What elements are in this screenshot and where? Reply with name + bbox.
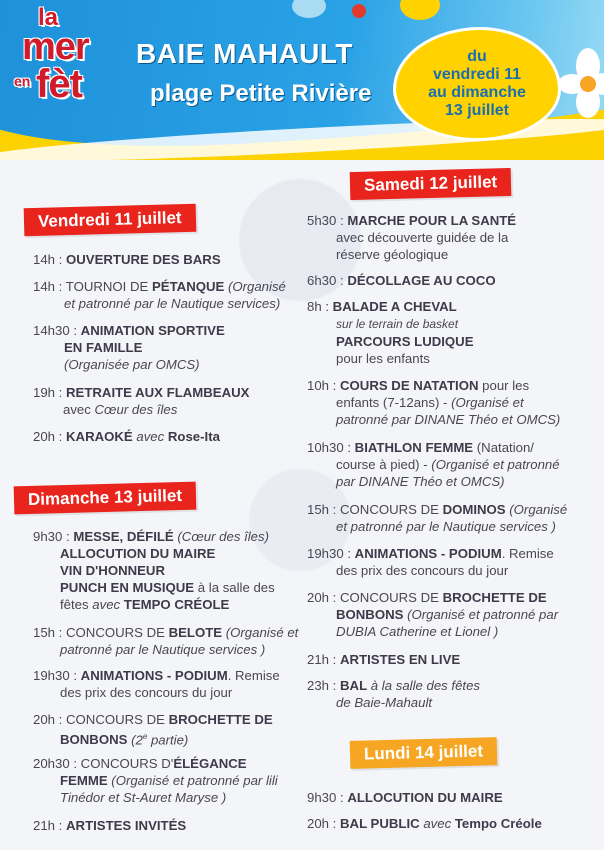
event-text: à la salle des xyxy=(197,580,275,595)
event-title: Rose-Ita xyxy=(167,429,220,444)
event-time: 5h30 xyxy=(307,213,337,228)
event-title: MESSE, DÉFILÉ xyxy=(73,529,174,544)
event-item: 10h30 : BIATHLON FEMME (Natation/ course à pied) - (Organisé et patronné par DINANE Théo et OMCS) xyxy=(307,440,560,489)
logo-mer: mer xyxy=(22,26,89,68)
day-banner-dimanche: Dimanche 13 juillet xyxy=(14,482,197,515)
event-text: CONCOURS DE xyxy=(340,590,443,605)
event-time: 14h xyxy=(33,279,56,294)
event-note: à la salle des fêtes xyxy=(370,678,481,693)
day-banner-samedi: Samedi 12 juillet xyxy=(350,168,512,200)
day-banner-vendredi: Vendredi 11 juillet xyxy=(24,204,196,236)
event-title: Tempo Créole xyxy=(454,816,542,831)
event-note: (Organisé et patronné par xyxy=(407,607,559,622)
event-item: 14h30 : ANIMATION SPORTIVE EN FAMILLE (Organisée par OMCS) xyxy=(33,323,225,372)
event-text: avec découverte guidée de la xyxy=(336,230,509,245)
event-note: et patronné par le Nautique services ) xyxy=(336,519,556,534)
flower-icon xyxy=(558,48,604,118)
event-note: (2 xyxy=(131,732,143,748)
date-line: du xyxy=(467,48,487,65)
event-note: et patronné par le Nautique services) xyxy=(64,296,281,311)
event-note: (Organisé xyxy=(509,502,568,517)
event-time: 19h30 xyxy=(307,546,344,561)
event-text: course à pied) - xyxy=(336,457,428,472)
event-note: (Organisé et xyxy=(451,395,524,410)
event-title: PÉTANQUE xyxy=(152,279,225,294)
event-text: TOURNOI DE xyxy=(65,279,152,294)
logo-la: la xyxy=(38,4,59,31)
event-title: BROCHETTE DE xyxy=(442,590,547,605)
la-mer-en-fet-logo xyxy=(14,2,126,120)
event-note: avec xyxy=(136,429,165,444)
event-title: ALLOCUTION DU MAIRE xyxy=(347,790,503,805)
event-time: 8h xyxy=(307,299,322,314)
event-note: patronné par DINANE Théo et OMCS) xyxy=(336,412,561,427)
event-note: partie) xyxy=(150,732,189,748)
event-item: 21h : ARTISTES EN LIVE xyxy=(307,652,461,667)
event-item: 15h : CONCOURS DE BELOTE (Organisé et patronné par le Nautique services ) xyxy=(33,625,299,657)
event-title: COURS DE NATATION xyxy=(340,378,479,393)
event-title: PUNCH EN MUSIQUE xyxy=(60,580,195,595)
event-title: BROCHETTE DE xyxy=(168,712,273,727)
event-item: 23h : BAL à la salle des fêtes de Baie-Mahault xyxy=(307,678,481,710)
event-time: 20h xyxy=(307,816,330,831)
event-title: BALADE A CHEVAL xyxy=(332,299,457,314)
event-note: (Cœur des îles) xyxy=(177,529,269,544)
event-title: EN FAMILLE xyxy=(64,340,143,355)
event-title: FEMME xyxy=(60,773,108,788)
event-time: 15h xyxy=(33,625,56,640)
event-item: 20h : KARAOKÉ avec Rose-Ita xyxy=(33,429,220,444)
event-time: 14h30 xyxy=(33,323,70,338)
event-title: BONBONS xyxy=(336,607,404,622)
event-title: BONBONS xyxy=(60,732,128,748)
event-time: 20h xyxy=(33,429,56,444)
page-title: BAIE MAHAULT xyxy=(136,38,354,69)
date-line: vendredi 11 xyxy=(432,66,522,83)
event-item: 15h : CONCOURS DE DOMINOS (Organisé et patronné par le Nautique services ) xyxy=(307,502,568,534)
event-item: 9h30 : ALLOCUTION DU MAIRE xyxy=(307,790,503,805)
event-time: 19h30 xyxy=(33,668,70,683)
event-time: 9h30 xyxy=(307,790,337,805)
date-bubble xyxy=(396,30,558,138)
event-item: 10h : COURS DE NATATION pour les enfants (7-12ans) - (Organisé et patronné par DINANE Théo et OMCS) xyxy=(307,378,561,427)
event-title: BELOTE xyxy=(168,625,223,640)
date-line: au dimanche xyxy=(428,84,526,101)
event-title: TEMPO CRÉOLE xyxy=(123,597,230,612)
event-text: des prix des concours du jour xyxy=(60,685,233,700)
event-title: BAL xyxy=(340,678,368,693)
event-text: avec xyxy=(63,402,95,417)
event-text: fêtes xyxy=(60,597,89,612)
event-note: sur le terrain de basket xyxy=(336,317,459,331)
event-title: KARAOKÉ xyxy=(66,429,133,444)
header xyxy=(0,0,604,160)
event-text: CONCOURS DE xyxy=(66,712,169,727)
event-note: (Organisé et xyxy=(225,625,299,640)
event-item: 19h : RETRAITE AUX FLAMBEAUX avec Cœur des îles xyxy=(33,385,250,417)
event-item: 14h : TOURNOI DE PÉTANQUE (Organisé et patronné par le Nautique services) xyxy=(33,279,286,311)
event-note: (Organisé xyxy=(227,279,286,294)
event-note: e xyxy=(142,732,148,741)
event-title: ANIMATION SPORTIVE xyxy=(80,323,225,338)
event-title: ALLOCUTION DU MAIRE xyxy=(60,546,216,561)
event-item: 20h : CONCOURS DE BROCHETTE DE BONBONS (Organisé et patronné par DUBIA Catherine et Lionel ) xyxy=(307,590,559,639)
event-title: OUVERTURE DES BARS xyxy=(66,252,221,267)
event-title: VIN D'HONNEUR xyxy=(60,563,165,578)
event-title: MARCHE POUR LA SANTÉ xyxy=(347,213,517,228)
event-note: avec xyxy=(92,597,121,612)
event-title: ÉLÉGANCE xyxy=(173,756,247,771)
event-time: 14h xyxy=(33,252,56,267)
event-title: ARTISTES EN LIVE xyxy=(340,652,461,667)
event-title: RETRAITE AUX FLAMBEAUX xyxy=(66,385,250,400)
event-time: 15h xyxy=(307,502,330,517)
event-time: 20h xyxy=(33,712,56,727)
event-text: . Remise xyxy=(227,668,280,683)
event-note: (Organisé et patronné par lili xyxy=(111,773,278,788)
event-text: pour les enfants xyxy=(336,351,430,366)
event-item: 5h30 : MARCHE POUR LA SANTÉ avec découverte guidée de la réserve géologique xyxy=(307,213,517,262)
event-text: pour les xyxy=(482,378,530,393)
event-title: BIATHLON FEMME xyxy=(354,440,474,455)
event-text: (Natation/ xyxy=(476,440,534,455)
event-item: 6h30 : DÉCOLLAGE AU COCO xyxy=(307,273,496,288)
event-title: PARCOURS LUDIQUE xyxy=(336,334,474,349)
event-note: Tinédor et St-Auret Maryse ) xyxy=(60,790,227,805)
event-time: 20h xyxy=(307,590,330,605)
logo-fet: fèt xyxy=(36,62,82,106)
event-item: 19h30 : ANIMATIONS - PODIUM. Remise des prix des concours du jour xyxy=(307,546,554,578)
decorative-bubble-icon xyxy=(352,4,366,18)
event-note: (Organisée par OMCS) xyxy=(64,357,200,372)
event-text: réserve géologique xyxy=(336,247,449,262)
event-item: 20h30 : CONCOURS D'ÉLÉGANCE FEMME (Organisé et patronné par lili Tinédor et St-Auret Maryse ) xyxy=(33,756,278,805)
event-note: (Organisé et patronné xyxy=(431,457,560,472)
event-time: 21h xyxy=(33,818,56,833)
event-item: 20h : BAL PUBLIC avec Tempo Créole xyxy=(307,816,542,831)
event-text: des prix des concours du jour xyxy=(336,563,509,578)
event-text: CONCOURS DE xyxy=(66,625,169,640)
event-title: ARTISTES INVITÉS xyxy=(66,818,187,833)
event-item: 8h : BALADE A CHEVAL sur le terrain de basket PARCOURS LUDIQUE pour les enfants xyxy=(307,299,474,366)
event-time: 10h xyxy=(307,378,330,393)
event-title: ANIMATIONS - PODIUM xyxy=(354,546,502,561)
event-item: 19h30 : ANIMATIONS - PODIUM. Remise des prix des concours du jour xyxy=(33,668,280,700)
event-text: enfants (7-12ans) - xyxy=(336,395,448,410)
event-note: avec xyxy=(423,816,452,831)
logo-en: en xyxy=(14,73,31,89)
event-title: DÉCOLLAGE AU COCO xyxy=(347,273,496,288)
event-time: 21h xyxy=(307,652,330,667)
event-title: ANIMATIONS - PODIUM xyxy=(80,668,228,683)
event-time: 6h30 xyxy=(307,273,337,288)
event-note: DUBIA Catherine et Lionel ) xyxy=(336,624,499,639)
event-time: 10h30 xyxy=(307,440,344,455)
event-text: . Remise xyxy=(501,546,554,561)
event-time: 23h xyxy=(307,678,330,693)
event-item: 9h30 : MESSE, DÉFILÉ (Cœur des îles) ALLOCUTION DU MAIRE VIN D'HONNEUR PUNCH EN MUSIQUE à la salle des fêtes avec TEMPO CRÉOLE xyxy=(33,529,275,612)
event-title: BAL PUBLIC xyxy=(340,816,420,831)
date-line: 13 juillet xyxy=(444,102,510,119)
event-title: DOMINOS xyxy=(442,502,506,517)
event-note: Cœur des îles xyxy=(94,402,178,417)
event-item: 20h : CONCOURS DE BROCHETTE DE BONBONS (2e partie) xyxy=(33,712,273,748)
event-time: 19h xyxy=(33,385,56,400)
event-note: patronné par le Nautique services ) xyxy=(60,642,266,657)
event-note: de Baie-Mahault xyxy=(336,695,433,710)
page-subtitle: plage Petite Rivière xyxy=(150,80,372,107)
event-text: CONCOURS DE xyxy=(340,502,443,517)
event-item: 21h : ARTISTES INVITÉS xyxy=(33,818,187,833)
event-note: par DINANE Théo et OMCS) xyxy=(336,474,505,489)
event-item: 14h : OUVERTURE DES BARS xyxy=(33,252,221,267)
event-time: 9h30 xyxy=(33,529,63,544)
event-text: CONCOURS D' xyxy=(80,756,174,771)
event-time: 20h30 xyxy=(33,756,70,771)
day-banner-lundi: Lundi 14 juillet xyxy=(350,737,498,769)
